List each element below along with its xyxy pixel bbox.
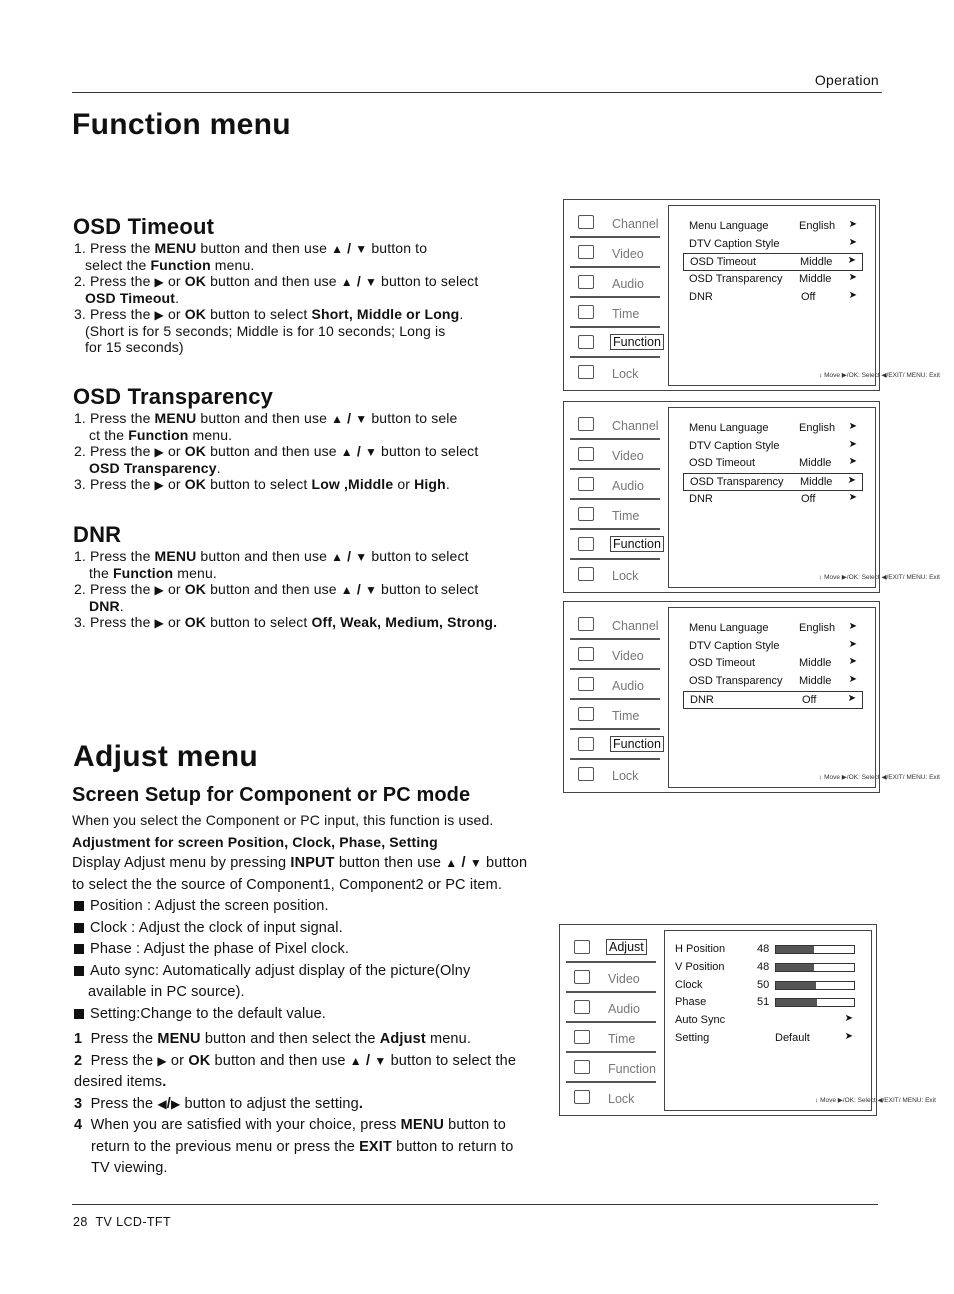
function-options-panel	[668, 205, 940, 386]
option-name: Menu Language	[689, 422, 769, 434]
menu-option-row[interactable]	[683, 438, 863, 456]
sidebar-item-label: Video	[612, 247, 644, 261]
channel-icon	[578, 617, 594, 631]
sidebar-item-label: Audio	[612, 479, 644, 493]
adjust-steps: 1 Press the MENU button and then select the Adjust menu. 2 Press the ▶ or OK button and then use ▲ / ▼ button to select the desired items. 3 Press the ◀/▶ button to adjust the setting. 4 When you are satisfied with your choice, press MENU button to return to the previous menu or press the EXIT button to return to TV viewing.	[74, 1031, 517, 1176]
menu-option-row[interactable]	[683, 420, 863, 438]
menu-option-row[interactable]	[683, 655, 863, 673]
sidebar-item[interactable]	[570, 640, 660, 670]
adjust-options-panel	[664, 930, 936, 1111]
option-name: Menu Language	[689, 622, 769, 634]
arrow-icon: ➤	[848, 656, 857, 668]
adjust-menu-title: Adjust menu	[73, 740, 258, 773]
footer	[73, 1215, 171, 1229]
sidebar-item-label: Function	[610, 334, 664, 350]
option-name: DTV Caption Style	[689, 639, 780, 652]
sidebar-item[interactable]	[566, 963, 656, 993]
arrow-icon: ➤	[848, 272, 857, 284]
option-value: 48	[757, 943, 770, 955]
menu-option-row[interactable]	[683, 271, 863, 289]
arrow-icon: ➤	[847, 255, 856, 267]
function-icon	[578, 537, 594, 551]
key-hint: ↕ Move ▶/OK: Select ◀/EXIT/ MENU: Exit	[819, 372, 940, 379]
function-menu-title: Function menu	[72, 108, 291, 141]
sidebar-item[interactable]	[570, 208, 660, 238]
option-value: Middle	[799, 273, 832, 286]
menu-option-row[interactable]	[683, 691, 863, 709]
option-name: DTV Caption Style	[689, 237, 780, 250]
sidebar-item[interactable]	[570, 530, 660, 560]
function-options-panel	[668, 607, 940, 788]
option-name: H Position	[675, 943, 726, 955]
exit-label: /EXIT/ MENU: Exit	[886, 774, 940, 781]
sidebar-item[interactable]	[570, 700, 660, 730]
sidebar-item-label: Lock	[612, 367, 639, 381]
level-bar[interactable]	[775, 963, 855, 972]
option-value: English	[799, 220, 836, 232]
footer-rule	[72, 1204, 878, 1205]
option-value: Middle	[800, 476, 833, 489]
option-value: 51	[757, 996, 770, 1009]
sidebar-item[interactable]	[570, 268, 660, 298]
select-label: /OK: Select	[846, 774, 880, 781]
adjust-description: Display Adjust menu by pressing INPUT button then use ▲ / ▼ button to select the the source of Component1, Component2 or PC item. Position : Adjust the screen position. Clock : Adjust the clock of input signal. Phase : Adjust the phase of Pixel clock. Auto sync: Automatically adjust display of the picture(Olny available in PC source). Setting:Change to the default value.	[72, 855, 528, 1022]
sidebar-item-label: Lock	[612, 569, 639, 583]
option-value: Middle	[799, 657, 832, 670]
option-name: OSD Transparency	[689, 675, 783, 688]
option-name: OSD Transparency	[689, 273, 783, 286]
select-label: /OK: Select	[846, 372, 880, 379]
option-name: OSD Transparency	[690, 476, 784, 489]
arrow-icon: ➤	[848, 421, 857, 432]
function-icon	[574, 1060, 590, 1074]
option-value: English	[799, 422, 836, 434]
audio-icon	[578, 477, 594, 491]
lock-icon	[578, 767, 594, 781]
level-bar[interactable]	[775, 981, 855, 990]
sidebar-item[interactable]	[570, 328, 660, 358]
sidebar-item-label: Time	[612, 509, 640, 523]
audio-icon	[574, 1000, 590, 1014]
sidebar-item[interactable]	[566, 993, 656, 1023]
arrow-icon: ➤	[848, 289, 857, 301]
arrow-icon: ➤	[847, 475, 856, 487]
option-value: Middle	[800, 256, 833, 269]
exit-label: /EXIT/ MENU: Exit	[882, 1097, 936, 1104]
adjust-option-row[interactable]	[669, 994, 859, 1012]
menu-option-row[interactable]	[683, 673, 863, 691]
arrow-icon: ➤	[848, 438, 857, 450]
menu-option-row[interactable]	[683, 218, 863, 236]
level-fill	[776, 999, 817, 1006]
menu-option-row[interactable]	[683, 289, 863, 307]
level-fill	[776, 964, 814, 971]
video-icon	[578, 245, 594, 259]
arrow-icon: ➤	[848, 219, 857, 230]
sidebar-item-label: Function	[610, 736, 664, 752]
function-options-panel	[668, 407, 940, 588]
product-name: TV LCD-TFT	[95, 1215, 171, 1229]
arrow-icon: ➤	[848, 638, 857, 650]
time-icon	[578, 707, 594, 721]
level-fill	[776, 982, 816, 989]
arrow-icon: ➤	[848, 491, 857, 503]
sidebar-item-label: Channel	[612, 419, 659, 433]
sidebar-item-label: Time	[608, 1032, 636, 1046]
menu-option-row[interactable]	[683, 236, 863, 254]
audio-icon	[578, 275, 594, 289]
function-icon	[578, 335, 594, 349]
key-hint: ↕ Move ▶/OK: Select ◀/EXIT/ MENU: Exit	[819, 574, 940, 581]
exit-label: /EXIT/ MENU: Exit	[886, 574, 940, 581]
sidebar-item-label: Audio	[612, 277, 644, 291]
key-hint: ↕ Move ▶/OK: Select ◀/EXIT/ MENU: Exit	[815, 1097, 936, 1104]
option-value: Default	[775, 1032, 810, 1044]
arrow-icon: ➤	[844, 1013, 853, 1025]
function-menu-screen	[563, 601, 940, 793]
time-icon	[578, 507, 594, 521]
sidebar-item-label: Function	[608, 1062, 656, 1076]
option-name: Phase	[675, 996, 707, 1009]
dnr-steps: 1. Press the MENU button and then use ▲ / ▼ button to select the Function menu. 2. Press the ▶ or OK button and then use ▲ / ▼ button to select DNR. 3. Press the ▶ or OK button to select Off, Weak, Medium, Strong.	[74, 548, 498, 630]
video-icon	[574, 970, 590, 984]
sidebar-item[interactable]	[566, 1083, 656, 1113]
function-menu-screen	[563, 401, 940, 593]
sidebar-item[interactable]	[566, 1053, 656, 1083]
move-label: Move	[820, 1097, 836, 1104]
menu-option-row[interactable]	[683, 253, 863, 271]
option-name: Menu Language	[689, 220, 769, 232]
arrow-icon: ➤	[844, 1031, 853, 1042]
option-value: 50	[757, 978, 770, 991]
select-label: /OK: Select	[842, 1097, 876, 1104]
adjust-subheading: Adjustment for screen Position, Clock, Phase, Setting	[72, 834, 438, 850]
sidebar-item[interactable]	[570, 298, 660, 328]
move-label: Move	[824, 774, 840, 781]
option-value: English	[799, 622, 836, 634]
option-name: OSD Timeout	[690, 256, 757, 269]
menu-option-row[interactable]	[683, 491, 863, 509]
option-name: OSD Timeout	[689, 457, 756, 470]
select-label: /OK: Select	[846, 574, 880, 581]
video-icon	[578, 447, 594, 461]
level-fill	[776, 946, 814, 953]
adjust-option-row[interactable]	[669, 941, 859, 959]
option-value: Off	[801, 290, 816, 303]
menu-option-row[interactable]	[683, 473, 863, 491]
sidebar-item-label: Video	[612, 449, 644, 463]
option-value: Off	[802, 693, 817, 706]
osd-transparency-steps: 1. Press the MENU button and then use ▲ / ▼ button to sele ct the Function menu. 2. Press the ▶ or OK button and then use ▲ / ▼ button to select OSD Transparency. 3. Press the ▶ or OK button to select Low ,Middle or High.	[74, 410, 479, 492]
lock-icon	[578, 365, 594, 379]
adjust-option-row[interactable]	[669, 1030, 859, 1048]
option-value: Off	[801, 492, 816, 505]
arrow-icon: ➤	[848, 236, 857, 248]
option-name: OSD Timeout	[689, 657, 756, 670]
move-label: Move	[824, 574, 840, 581]
sidebar-item-label: Audio	[612, 679, 644, 693]
option-name: Clock	[675, 978, 703, 991]
arrow-icon: ➤	[848, 621, 857, 632]
adjust-option-row[interactable]	[669, 1012, 859, 1030]
arrow-icon: ➤	[848, 674, 857, 686]
menu-option-row[interactable]	[683, 638, 863, 656]
level-bar[interactable]	[775, 998, 855, 1007]
option-name: DNR	[689, 290, 713, 303]
lock-icon	[574, 1090, 590, 1104]
dnr-heading: DNR	[73, 522, 122, 547]
sidebar-item-label: Lock	[608, 1092, 635, 1106]
option-name: DNR	[690, 693, 714, 706]
sidebar-item[interactable]	[566, 1023, 656, 1053]
header-rule	[72, 92, 882, 93]
adjust-icon	[574, 940, 590, 954]
sidebar-item[interactable]	[570, 730, 660, 760]
sidebar-item[interactable]	[570, 470, 660, 500]
sidebar-item[interactable]	[570, 760, 660, 790]
sidebar-item[interactable]	[570, 358, 660, 388]
sidebar-item-label: Audio	[608, 1002, 640, 1016]
sidebar-item-label: Video	[612, 649, 644, 663]
option-value: 48	[757, 960, 770, 973]
sidebar-item[interactable]	[566, 933, 656, 963]
option-name: DNR	[689, 492, 713, 505]
sidebar-item-label: Video	[608, 972, 640, 986]
option-name: Auto Sync	[675, 1014, 726, 1027]
osd-timeout-heading: OSD Timeout	[73, 214, 215, 239]
sidebar-item-label: Adjust	[606, 939, 647, 955]
sidebar-item-label: Time	[612, 709, 640, 723]
arrow-icon: ➤	[847, 692, 856, 704]
osd-transparency-heading: OSD Transparency	[73, 384, 274, 409]
lock-icon	[578, 567, 594, 581]
sidebar-item[interactable]	[570, 670, 660, 700]
option-value: Middle	[799, 675, 832, 688]
option-value: Middle	[799, 457, 832, 470]
section-label: Operation	[814, 72, 879, 88]
arrow-icon: ➤	[848, 456, 857, 468]
osd-timeout-steps: 1. Press the MENU button and then use ▲ / ▼ button to select the Function menu. 2. Press the ▶ or OK button and then use ▲ / ▼ button to select OSD Timeout. 3. Press the ▶ or OK button to select Short, Middle or Long. (Short is for 5 seconds; Middle is for 10 seconds; Long is for 15 seconds)	[74, 240, 479, 355]
sidebar-item[interactable]	[570, 410, 660, 440]
audio-icon	[578, 677, 594, 691]
sidebar-item[interactable]	[570, 560, 660, 590]
sidebar-item-label: Channel	[612, 619, 659, 633]
screen-setup-heading: Screen Setup for Component or PC mode	[72, 784, 471, 806]
menu-option-row[interactable]	[683, 455, 863, 473]
sidebar-item[interactable]	[570, 500, 660, 530]
sidebar-item-label: Lock	[612, 769, 639, 783]
channel-icon	[578, 215, 594, 229]
sidebar-item[interactable]	[570, 440, 660, 470]
key-hint: ↕ Move ▶/OK: Select ◀/EXIT/ MENU: Exit	[819, 774, 940, 781]
adjust-intro: When you select the Component or PC input, this function is used.	[72, 812, 494, 828]
function-icon	[578, 737, 594, 751]
sidebar-item-label: Time	[612, 307, 640, 321]
option-name: V Position	[675, 960, 725, 973]
menu-option-row[interactable]	[683, 620, 863, 638]
time-icon	[574, 1030, 590, 1044]
adjust-option-row[interactable]	[669, 977, 859, 995]
page-number: 28	[73, 1215, 88, 1229]
adjust-menu-screen	[559, 924, 936, 1116]
channel-icon	[578, 417, 594, 431]
level-bar[interactable]	[775, 945, 855, 954]
function-menu-screen	[563, 199, 940, 391]
time-icon	[578, 305, 594, 319]
sidebar-item-label: Function	[610, 536, 664, 552]
option-name: DTV Caption Style	[689, 439, 780, 452]
sidebar-item-label: Channel	[612, 217, 659, 231]
sidebar-item[interactable]	[570, 238, 660, 268]
video-icon	[578, 647, 594, 661]
exit-label: /EXIT/ MENU: Exit	[886, 372, 940, 379]
sidebar-item[interactable]	[570, 610, 660, 640]
move-label: Move	[824, 372, 840, 379]
adjust-option-row[interactable]	[669, 959, 859, 977]
option-name: Setting	[675, 1032, 710, 1044]
